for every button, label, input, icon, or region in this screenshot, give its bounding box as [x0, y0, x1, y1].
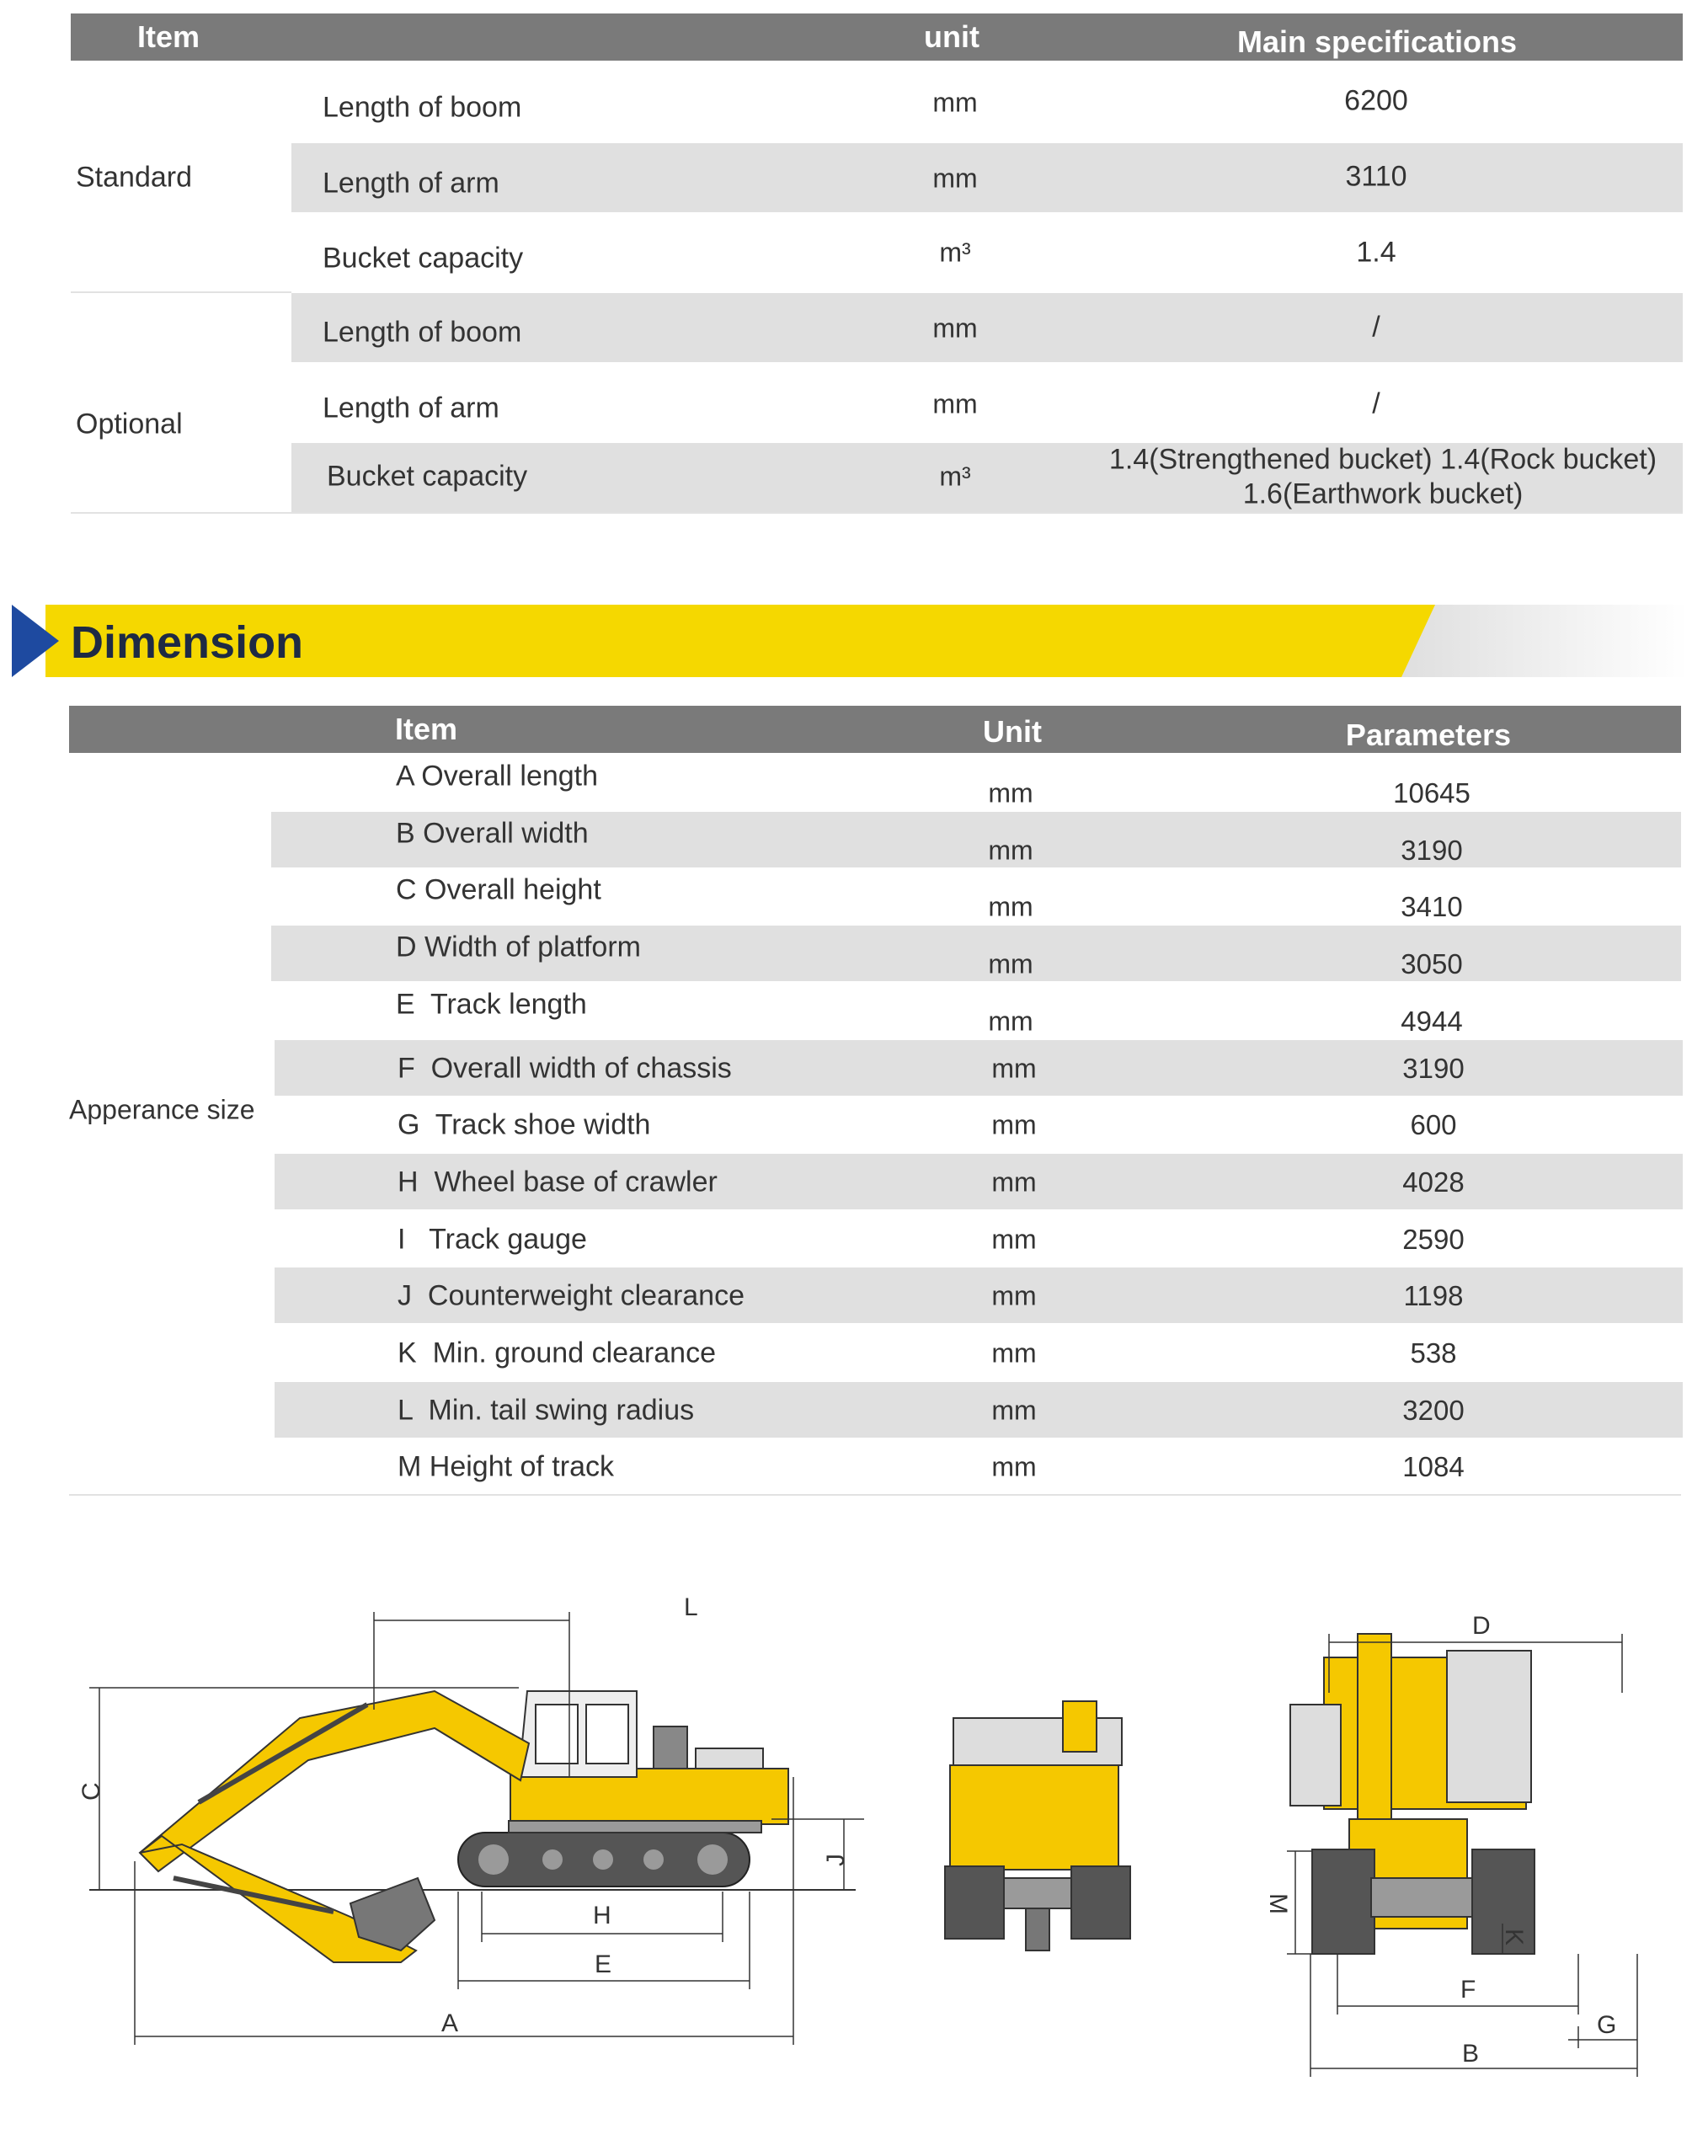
label-k: K [1500, 1929, 1528, 1946]
dimension-row-name: D Width of platform [396, 931, 641, 963]
label-a: A [441, 2009, 459, 2037]
specs-divider [71, 291, 291, 293]
excavator-side-view [77, 1593, 873, 2072]
dimension-row-name: L Min. tail swing radius [398, 1394, 695, 1427]
dimension-row-name: F Overall width of chassis [398, 1052, 732, 1084]
specs-header-unit: unit [924, 19, 979, 54]
spec-row-name: Length of boom [323, 91, 522, 124]
specs-band [291, 143, 1683, 212]
dimension-title: Dimension [71, 617, 304, 668]
dimension-header-param: Parameters [1345, 717, 1512, 752]
spec-row-unit: m³ [939, 461, 971, 492]
dimension-group-label: Apperance size [69, 1094, 255, 1125]
spec-row-unit: m³ [939, 237, 971, 268]
excavator-rear-view [937, 1701, 1189, 1971]
dimension-row-unit: mm [991, 1053, 1037, 1083]
dimension-row-unit: mm [991, 1166, 1037, 1198]
dimension-header [69, 706, 1681, 753]
spec-row-name: Bucket capacity [327, 460, 528, 493]
label-h: H [593, 1902, 611, 1929]
dimension-row-value: 4028 [1402, 1166, 1465, 1198]
dimension-row-name: B Overall width [396, 817, 589, 850]
dimension-row-unit: mm [991, 1395, 1037, 1426]
dimension-row-unit: mm [991, 1224, 1037, 1255]
spec-row-unit: mm [932, 388, 978, 419]
dimension-row-unit: mm [988, 948, 1033, 979]
spec-row-value: 1.4 [1356, 236, 1396, 269]
dimension-row-value: 1084 [1402, 1451, 1465, 1483]
dimension-row-value: 1198 [1403, 1280, 1464, 1312]
dimension-row-name: C Overall height [396, 873, 601, 906]
dimension-row-value: 3200 [1402, 1394, 1465, 1426]
dimension-bottom-rule [69, 1494, 1681, 1496]
label-e: E [595, 1951, 612, 1978]
spec-row-value: / [1372, 387, 1380, 420]
dimension-row-value: 10645 [1393, 777, 1470, 808]
spec-row-name: Bucket capacity [323, 242, 524, 275]
dimension-row-name: J Counterweight clearance [398, 1279, 745, 1312]
dimension-row-value: 538 [1410, 1337, 1457, 1369]
spec-row-unit: mm [932, 312, 978, 344]
dimension-row-name: A Overall length [396, 760, 599, 792]
spec-row-value: 3110 [1345, 160, 1407, 193]
specs-group-label: Standard [76, 161, 192, 194]
specs-header [71, 13, 1683, 61]
spec-row-name: Length of boom [323, 316, 522, 349]
spec-row-value: 6200 [1344, 84, 1408, 117]
dimension-row-name: E Track length [396, 988, 587, 1021]
dimension-row-name: G Track shoe width [398, 1108, 651, 1141]
dimension-row-value: 3190 [1401, 834, 1463, 866]
spec-row-unit: mm [932, 87, 978, 118]
spec-row-value: 1.4(Strengthened bucket) 1.4(Rock bucket) [1108, 443, 1657, 476]
dimension-row-unit: mm [991, 1280, 1037, 1311]
dimension-row-unit: mm [988, 1006, 1033, 1037]
label-g: G [1597, 2011, 1617, 2039]
spec-row-name: Length of arm [323, 392, 499, 424]
dimension-row-unit: mm [991, 1337, 1037, 1369]
spec-row-value: / [1372, 311, 1380, 344]
spec-row-unit: mm [932, 163, 978, 194]
label-j: J [822, 1854, 850, 1866]
spec-row-value-line2: 1.6(Earthwork bucket) [1242, 478, 1524, 510]
excavator-front-view [1257, 1600, 1644, 2097]
label-m: M [1264, 1893, 1292, 1914]
dimension-row-unit: mm [988, 891, 1033, 922]
specs-group-label: Optional [76, 408, 183, 440]
spec-row-name: Length of arm [323, 167, 499, 200]
dimension-row-value: 3410 [1401, 891, 1463, 923]
specs-header-spec: Main specifications [1236, 24, 1518, 59]
label-c: C [77, 1782, 105, 1801]
label-f: F [1460, 1976, 1476, 2004]
dimension-row-unit: mm [988, 835, 1033, 866]
dimension-row-value: 2590 [1402, 1223, 1465, 1255]
dimension-header-unit: Unit [983, 714, 1042, 750]
label-d: D [1472, 1612, 1491, 1640]
dimension-row-value: 3190 [1402, 1052, 1465, 1084]
dimension-row-value: 600 [1410, 1109, 1457, 1141]
dimension-row-name: K Min. ground clearance [398, 1337, 716, 1369]
label-b: B [1462, 2040, 1480, 2068]
specs-bottom-rule [71, 512, 1683, 514]
dimension-header-item: Item [394, 712, 458, 746]
dimension-row-unit: mm [991, 1109, 1037, 1140]
dimension-row-name: M Height of track [398, 1450, 614, 1483]
dimension-row-name: H Wheel base of crawler [398, 1166, 718, 1198]
dimension-row-name: I Track gauge [398, 1223, 587, 1256]
dimension-row-value: 3050 [1401, 948, 1463, 980]
dimension-row-value: 4944 [1401, 1005, 1463, 1037]
label-l: L [684, 1593, 698, 1621]
dimension-row-unit: mm [991, 1451, 1037, 1482]
specs-header-item: Item [136, 19, 200, 54]
dimension-row-unit: mm [988, 777, 1033, 808]
